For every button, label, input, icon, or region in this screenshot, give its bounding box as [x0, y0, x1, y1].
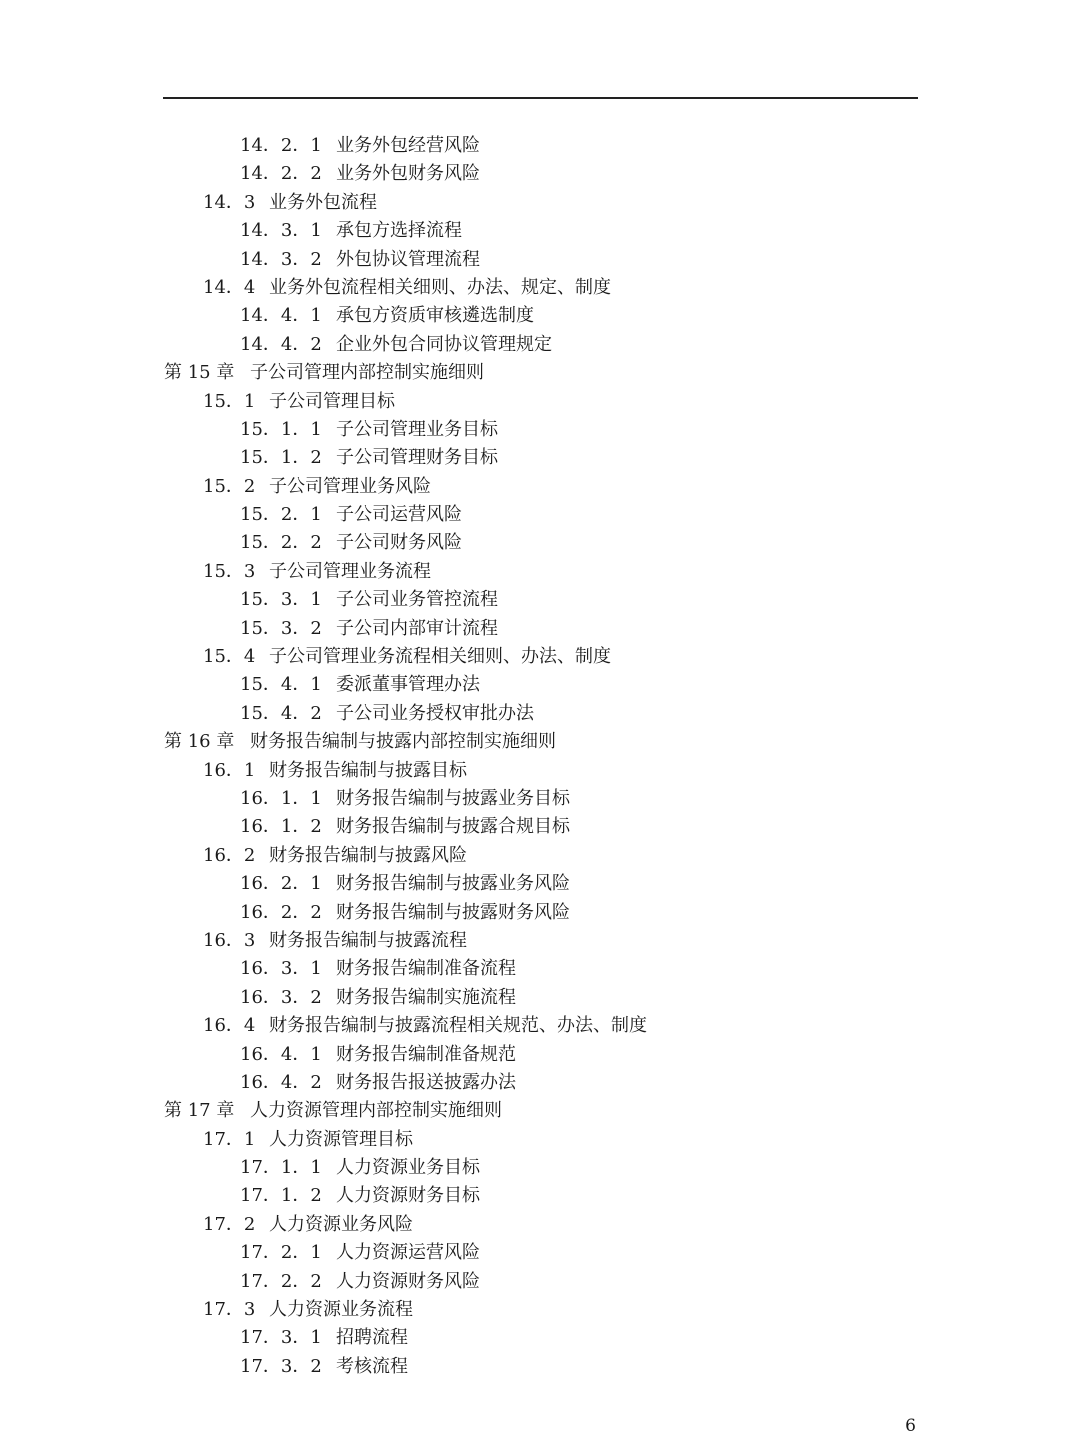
toc-title: 子公司业务授权审批办法	[336, 702, 534, 724]
toc-title: 财务报告编制与披露流程相关规范、办法、制度	[269, 1015, 647, 1037]
toc-number: 第 17 章	[164, 1100, 235, 1122]
toc-number: 15．1．2	[240, 447, 322, 469]
toc-subsection[interactable]	[0, 246, 1080, 274]
toc-title: 业务外包经营风险	[336, 135, 480, 156]
toc-title: 财务报告编制与披露合规目标	[336, 816, 570, 838]
toc-number: 15．3．2	[240, 617, 322, 639]
toc-chapter[interactable]	[0, 359, 1080, 387]
toc-section[interactable]	[0, 388, 1080, 416]
toc-number: 16．1．2	[240, 816, 322, 838]
toc-number: 15．4．2	[240, 702, 322, 724]
toc-title: 承包方选择流程	[336, 220, 462, 242]
toc-number: 14．2．2	[240, 163, 322, 185]
toc-title: 人力资源管理目标	[269, 1128, 413, 1150]
toc-subsection[interactable]	[0, 1041, 1080, 1069]
toc-number: 16．4．2	[240, 1071, 322, 1093]
toc-subsection[interactable]	[0, 416, 1080, 444]
toc-title: 子公司管理财务目标	[336, 447, 498, 469]
toc-number: 16．2	[203, 844, 256, 866]
toc-section[interactable]	[0, 189, 1080, 217]
toc-number: 第 16 章	[164, 731, 235, 753]
toc-title: 财务报告编制准备流程	[336, 958, 516, 980]
toc-section[interactable]	[0, 842, 1080, 870]
toc-number: 17．1．2	[240, 1185, 322, 1207]
toc-title: 企业外包合同协议管理规定	[336, 333, 552, 355]
toc-title: 财务报告编制与披露流程	[269, 929, 467, 951]
toc-subsection[interactable]	[0, 501, 1080, 529]
toc-subsection[interactable]	[0, 1069, 1080, 1097]
toc-section[interactable]	[0, 1211, 1080, 1239]
toc-title: 考核流程	[336, 1355, 408, 1377]
header-rule	[163, 97, 918, 99]
toc-subsection[interactable]	[0, 1239, 1080, 1267]
toc-number: 15．4．1	[240, 674, 322, 696]
toc-number: 17．3	[203, 1299, 256, 1321]
toc-number: 17．3．2	[240, 1355, 322, 1377]
toc-section[interactable]	[0, 473, 1080, 501]
toc-subsection[interactable]	[0, 302, 1080, 330]
toc-subsection[interactable]	[0, 899, 1080, 927]
toc-number: 16．1．1	[240, 787, 322, 809]
toc-number: 16．2．2	[240, 901, 322, 923]
toc-number: 14．4．2	[240, 333, 322, 355]
page-number: 6	[905, 1416, 916, 1436]
toc-title: 子公司管理业务流程相关细则、办法、制度	[269, 646, 611, 668]
toc-subsection[interactable]	[0, 955, 1080, 983]
toc-subsection[interactable]	[0, 671, 1080, 699]
toc-subsection[interactable]	[0, 586, 1080, 614]
toc-title: 子公司财务风险	[336, 532, 462, 554]
toc-title: 子公司管理内部控制实施细则	[250, 362, 484, 384]
toc-number: 14．2．1	[240, 135, 322, 156]
toc-subsection[interactable]	[0, 331, 1080, 359]
toc-number: 15．3．1	[240, 589, 322, 611]
toc-section[interactable]	[0, 274, 1080, 302]
toc-title: 财务报告编制与披露业务目标	[336, 787, 570, 809]
toc-section[interactable]	[0, 1012, 1080, 1040]
toc-section[interactable]	[0, 1296, 1080, 1324]
toc-title: 人力资源管理内部控制实施细则	[250, 1100, 502, 1122]
toc-subsection[interactable]	[0, 785, 1080, 813]
toc-section[interactable]	[0, 1126, 1080, 1154]
toc-title: 财务报告编制与披露财务风险	[336, 901, 570, 923]
toc-title: 业务外包流程相关细则、办法、规定、制度	[269, 276, 611, 298]
toc-number: 17．2．2	[240, 1270, 322, 1292]
toc-title: 子公司管理业务流程	[269, 560, 431, 582]
toc-title: 财务报告编制准备规范	[336, 1043, 516, 1065]
toc-number: 15．1	[203, 390, 256, 412]
toc-number: 15．2	[203, 475, 256, 497]
table-of-contents	[0, 132, 1080, 1381]
toc-number: 14．4	[203, 276, 256, 298]
toc-section[interactable]	[0, 643, 1080, 671]
toc-chapter[interactable]	[0, 728, 1080, 756]
toc-chapter[interactable]	[0, 1097, 1080, 1125]
toc-title: 子公司运营风险	[336, 504, 462, 526]
toc-subsection[interactable]	[0, 615, 1080, 643]
toc-number: 14．4．1	[240, 305, 322, 327]
toc-subsection[interactable]	[0, 1324, 1080, 1352]
toc-subsection[interactable]	[0, 870, 1080, 898]
toc-title: 财务报告编制与披露内部控制实施细则	[250, 731, 556, 753]
toc-number: 16．2．1	[240, 873, 322, 895]
toc-title: 财务报告编制与披露目标	[269, 759, 467, 781]
toc-number: 17．3．1	[240, 1327, 322, 1349]
toc-subsection[interactable]	[0, 1154, 1080, 1182]
toc-title: 子公司管理目标	[269, 390, 395, 412]
toc-number: 17．2．1	[240, 1242, 322, 1264]
toc-title: 子公司管理业务目标	[336, 418, 498, 440]
toc-title: 业务外包财务风险	[336, 163, 480, 185]
toc-number: 17．2	[203, 1213, 256, 1235]
toc-number: 16．3．1	[240, 958, 322, 980]
toc-section[interactable]	[0, 558, 1080, 586]
toc-number: 16．1	[203, 759, 256, 781]
toc-subsection[interactable]	[0, 1182, 1080, 1210]
toc-title: 招聘流程	[336, 1327, 408, 1349]
toc-subsection[interactable]	[0, 217, 1080, 245]
toc-title: 子公司业务管控流程	[336, 589, 498, 611]
toc-subsection[interactable]	[0, 984, 1080, 1012]
toc-number: 16．4	[203, 1015, 256, 1037]
toc-number: 17．1．1	[240, 1157, 322, 1179]
toc-subsection[interactable]	[0, 132, 1080, 160]
toc-title: 子公司管理业务风险	[269, 475, 431, 497]
toc-section[interactable]	[0, 927, 1080, 955]
toc-title: 财务报告报送披露办法	[336, 1071, 516, 1093]
toc-number: 15．2．1	[240, 504, 322, 526]
toc-title: 财务报告编制实施流程	[336, 986, 516, 1008]
toc-section[interactable]	[0, 757, 1080, 785]
toc-number: 14．3	[203, 191, 256, 213]
toc-title: 人力资源业务目标	[336, 1157, 480, 1179]
toc-title: 委派董事管理办法	[336, 674, 480, 696]
toc-number: 第 15 章	[164, 362, 235, 384]
toc-subsection[interactable]	[0, 700, 1080, 728]
toc-title: 子公司内部审计流程	[336, 617, 498, 639]
toc-title: 人力资源财务目标	[336, 1185, 480, 1207]
toc-number: 15．1．1	[240, 418, 322, 440]
toc-title: 财务报告编制与披露风险	[269, 844, 467, 866]
toc-title: 承包方资质审核遴选制度	[336, 305, 534, 327]
toc-title: 人力资源业务风险	[269, 1213, 413, 1235]
toc-subsection[interactable]	[0, 160, 1080, 188]
toc-number: 14．3．1	[240, 220, 322, 242]
toc-number: 16．3．2	[240, 986, 322, 1008]
toc-number: 16．4．1	[240, 1043, 322, 1065]
toc-subsection[interactable]	[0, 529, 1080, 557]
toc-number: 15．2．2	[240, 532, 322, 554]
toc-subsection[interactable]	[0, 813, 1080, 841]
toc-number: 15．4	[203, 646, 256, 668]
toc-number: 16．3	[203, 929, 256, 951]
toc-title: 人力资源财务风险	[336, 1270, 480, 1292]
toc-title: 业务外包流程	[269, 191, 377, 213]
toc-title: 人力资源业务流程	[269, 1299, 413, 1321]
toc-title: 人力资源运营风险	[336, 1242, 480, 1264]
toc-subsection[interactable]	[0, 1353, 1080, 1381]
toc-number: 15．3	[203, 560, 256, 582]
toc-title: 财务报告编制与披露业务风险	[336, 873, 570, 895]
toc-number: 14．3．2	[240, 248, 322, 270]
toc-number: 17．1	[203, 1128, 256, 1150]
toc-subsection[interactable]	[0, 444, 1080, 472]
toc-title: 外包协议管理流程	[336, 248, 480, 270]
toc-subsection[interactable]	[0, 1268, 1080, 1296]
